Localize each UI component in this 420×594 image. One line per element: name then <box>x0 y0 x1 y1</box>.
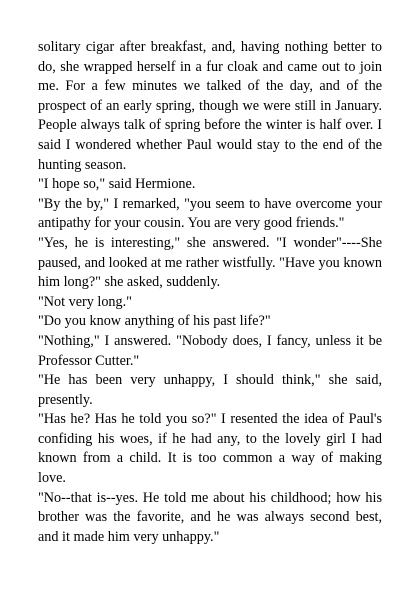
paragraph: solitary cigar after breakfast, and, having nothing better to do, she wrapped herself in a fur cloak and came out to join me. For a few minutes we talked of the day, and of the prospect of an early spring, though we were still in January. People always talk of spring before the winter is half over. I said I wondered whether Paul would stay to the end of the hunting season. <box>38 39 382 173</box>
page-body <box>38 38 382 547</box>
paragraph: "Not very long." <box>38 293 132 310</box>
paragraph: "He has been very unhappy, I should think," she said, presently. <box>38 372 382 408</box>
paragraph: "Has he? Has he told you so?" I resented the idea of Paul's confiding his woes, if he had any, to the lovely girl I had known from a child. It is too common a way of making love. <box>38 411 382 487</box>
paragraph: "Nothing," I answered. "Nobody does, I fancy, unless it be Professor Cutter." <box>38 332 382 369</box>
paragraph: "By the by," I remarked, "you seem to have overcome your antipathy for your cousin. You are very good friends." <box>38 195 382 232</box>
paragraph: "I hope so," said Hermione. <box>38 176 196 193</box>
paragraph: "No--that is--yes. He told me about his childhood; how his brother was the favorite, and he was always second best, and it made him very unhappy." <box>38 489 382 545</box>
paragraph: "Do you know anything of his past life?" <box>38 313 271 330</box>
paragraph: "Yes, he is interesting," she answered. "I wonder"----She paused, and looked at me rather wistfully. "Have you known him long?" she asked, suddenly. <box>38 234 382 291</box>
